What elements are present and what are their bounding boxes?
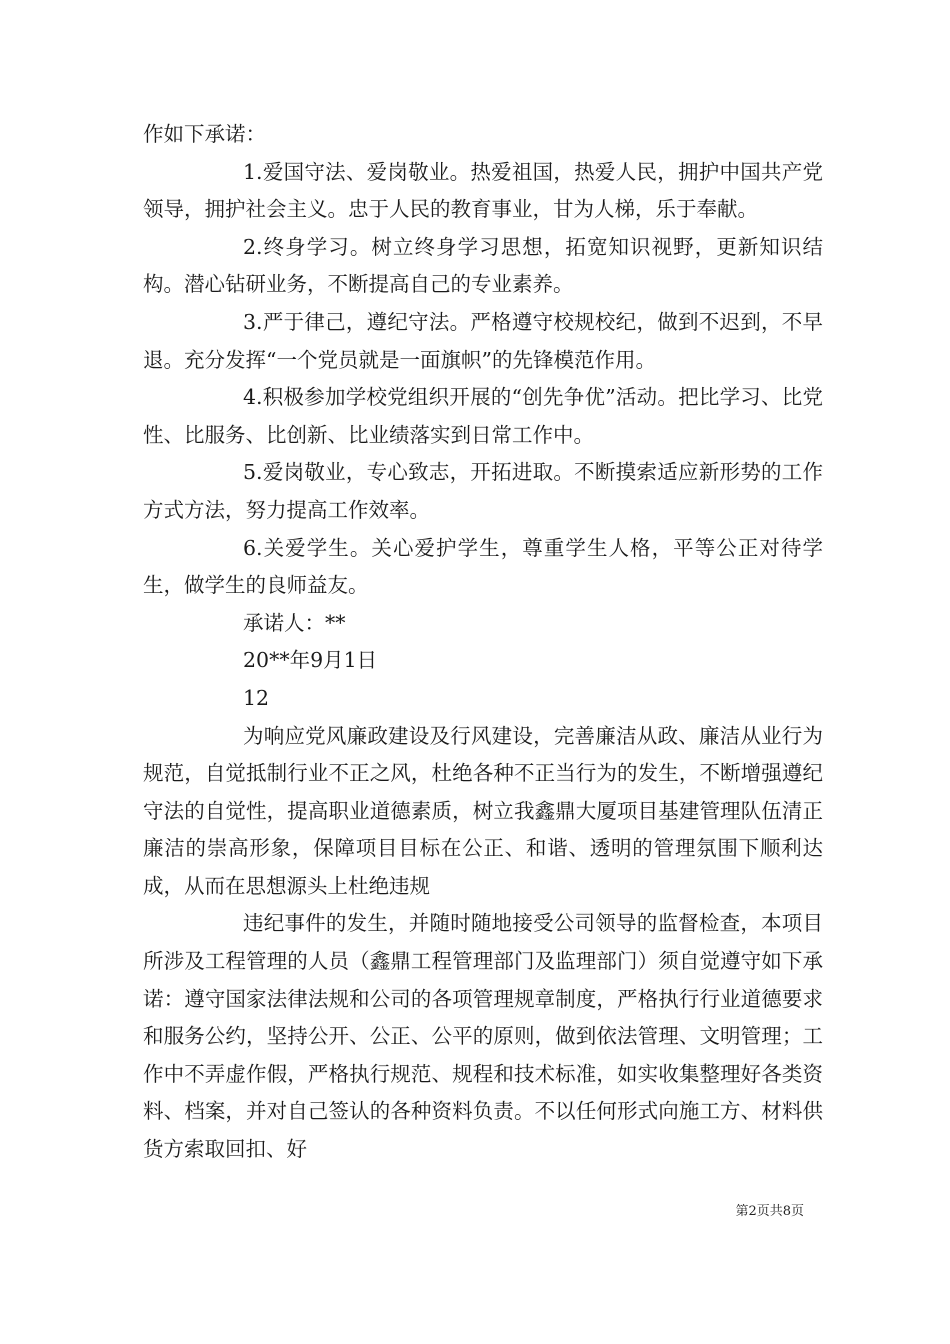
paragraph-intro: 作如下承诺： — [143, 122, 266, 146]
document-body — [143, 116, 823, 1169]
paragraph-pledge-6: 6.关爱学生。关心爱护学生，尊重学生人格，平等公正对待学生，做学生的良师益友。 — [143, 535, 823, 598]
paragraph-pledge-1: 1.爱国守法、爱岗敬业。热爱祖国，热爱人民，拥护中国共产党领导，拥护社会主义。忠于人民的教育事业，甘为人梯，乐于奉献。 — [143, 159, 823, 222]
paragraph-pledge-3: 3.严于律己，遵纪守法。严格遵守校规校纪，做到不迟到，不早退。充分发挥“一个党员就是一面旗帜”的先锋模范作用。 — [143, 309, 823, 372]
section-number: 12 — [243, 685, 270, 710]
page-footer: 第2页共8页 — [735, 1204, 804, 1219]
paragraph-pledge-5: 5.爱岗敬业，专心致志，开拓进取。不断摸索适应新形势的工作方式方法，努力提高工作效率。 — [143, 460, 823, 522]
date-line: 20**年9月1日 — [243, 648, 378, 673]
signatory-line: 承诺人：** — [243, 610, 346, 635]
paragraph-pledge-2: 2.终身学习。树立终身学习思想，拓宽知识视野，更新知识结构。潜心钻研业务，不断提高自己的专业素养。 — [143, 234, 823, 297]
paragraph-pledge-4: 4.积极参加学校党组织开展的“创先争优”活动。把比学习、比党性、比服务、比创新、比业绩落实到日常工作中。 — [143, 385, 823, 447]
paragraph-integrity-2: 违纪事件的发生，并随时随地接受公司领导的监督检查，本项目所涉及工程管理的人员（鑫鼎工程管理部门及监理部门）须自觉遵守如下承诺：遵守国家法律法规和公司的各项管理规章制度，严格执行行业道德要求和服务公约，坚持公开、公正、公平的原则，做到依法管理、文明管理；工作中不弄虚作假，严格执行规范、规程和技术标准，如实收集整理好各类资料、档案，并对自己签认的各种资料负责。不以任何形式向施工方、材料供货方索取回扣、好 — [143, 911, 823, 1162]
paragraph-integrity-1: 为响应党风廉政建设及行风建设，完善廉洁从政、廉洁从业行为规范，自觉抵制行业不正之风，杜绝各种不正当行为的发生，不断增强遵纪守法的自觉性，提高职业道德素质，树立我鑫鼎大厦项目基建管理队伍清正廉洁的崇高形象，保障项目目标在公正、和谐、透明的管理氛围下顺利达成，从而在思想源头上杜绝违规 — [143, 723, 823, 898]
